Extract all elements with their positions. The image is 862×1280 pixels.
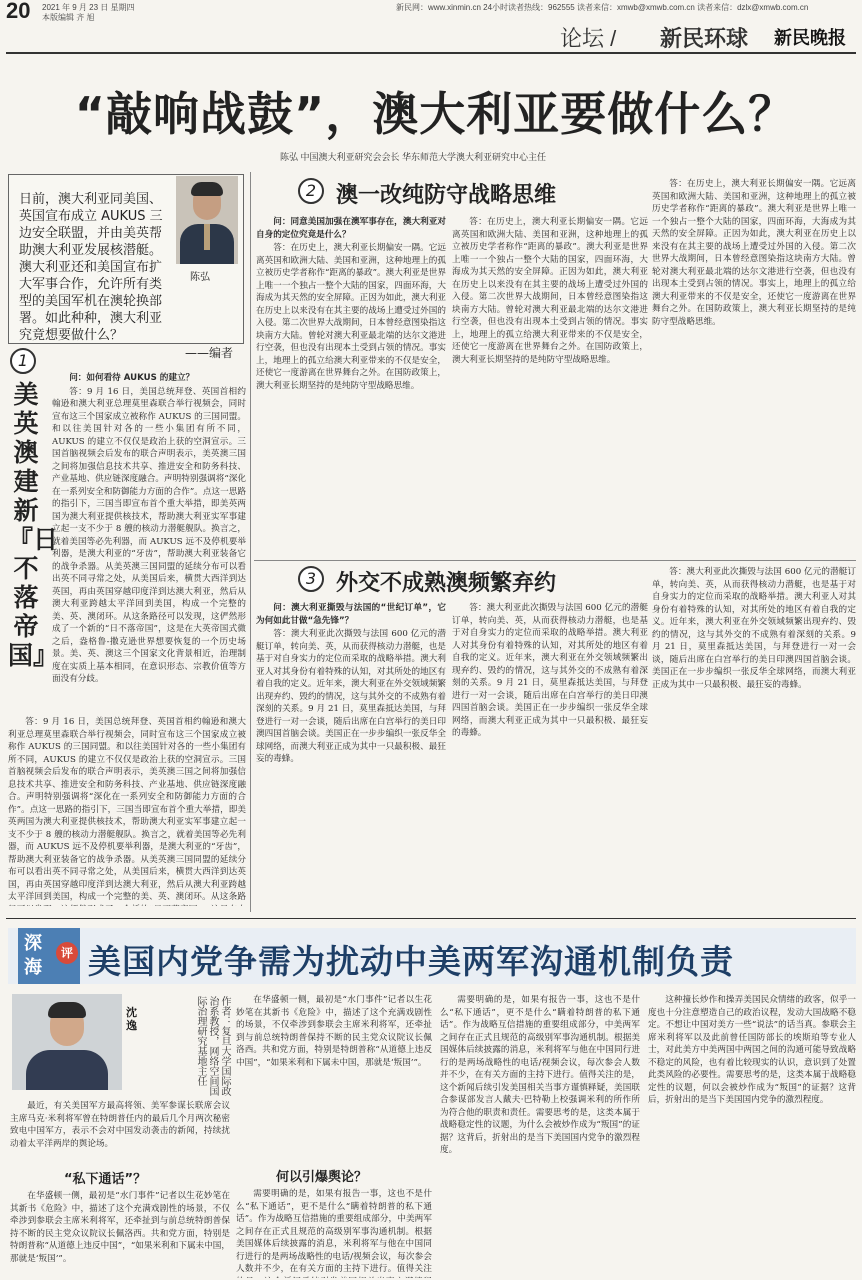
section-band: [560, 20, 856, 50]
section3-col2: [452, 602, 648, 912]
column-logo-badge: 评: [56, 942, 78, 964]
section1-answer-cont: 答：9 月 16 日，美国总统拜登、英国首相约翰逊和澳大利亚总理莫里森联合举行视频会，同时宣布这三个国家成立被称作 AUKUS 的三国同盟。和以往美国针对各的一些小集团有所不同，AUKUS 的建立不仅仅是政治上获的空洞宣示。三国首脑视频会后发布的联合声明表示，美英澳三国之间将加强信息技术共享、推进安全和防务科技、产业基地、供应链深度融合。声明特别强调将“深化在一系列安全和防御能力方面的合作”。点这一思路的指引下，三国当即宣布首个重大举措，即美英两国为澳大利亚提供核技术，帮助澳大利亚实军事建立起一支不少于 8 艘的核动力潜艇舰队。换言之，就着美国等必先利器，而 AUKUS 远不及停机要举利器，是澳大利亚的“牙齿”，帮助澳大利亚装备它的战争杀器。从美英澳三国同盟的延续分布可以看出英不同寻常之处，从美国后来，横贯大西洋到达英国，再由英国穿越印度洋到达澳大利亚，然后从澳大利亚跨越太平洋回到美国，构成一个完整的美、英、澳闭环。从这条路: [8, 717, 246, 902]
column-divider: [250, 172, 251, 912]
section2-question: 问：同意美国加强在澳军事存在，澳大利亚对自身的定位究竟是什么？: [256, 217, 446, 240]
portrait-caption: 陈弘: [190, 272, 210, 283]
byline: 陈弘 中国澳大利亚研究会会长 华东师范大学澳大利亚研究中心主任: [280, 152, 547, 162]
section1-answer: 答：9 月 16 日，美国总统拜登、英国首相约翰逊和澳大利亚总理莫里森联合举行视频会，同时宣布这三个国家成立被称作 AUKUS 的三国同盟。和以往美国针对各的一些小集团有所不同，AUKUS 的建立不仅仅是政治上获的空洞宣示。三国首脑视频会后发布的联合声明表示，美英澳三国之间将加强信息技术共享、推进安全和防务科技、产业基地、供应链深度融合。声明特别强调将“深化在一系列安全和防御能力方面的合作”。点这一思路的指引下，三国当即宣布首个重大举措，即美英两国为澳大利亚提供核技术，帮助澳大利亚实军事建立起一支不少于 8 艘的核动力潜艇舰队。换言之，就着美国等必先利器，而 AUKUS 远不及停机要举利器，是澳大利亚的“牙齿”，帮助澳大利亚装备它的战争杀器。从美英澳三国同盟的延续分布可以看出英不同寻常之处，从美国后来，横贯大西洋到达英国，再由英国穿越印度洋到达澳大利亚，然后从澳大利亚跨越太平洋回到美国，构成一个完整的美、英、澳闭环。从这条路径可以发现，这俨然形成了一个新的“日不落帝国”，这是在大英帝国式微之后，盎格鲁-撒克逊世界想要恢复的一个历史场景。美、英、澳这三个国家文化背景相近，治理制度在实质上基本相同，在意识形态、宗教价值等方面没有分歧。: [52, 386, 246, 684]
section-number-badge: 1: [10, 348, 36, 374]
section-divider: [254, 560, 856, 561]
article2-col4: 这种撞长炒作和操弄美国民众情绪的政客，似乎一度也十分注意塑造自己的政治议程，发动大国战略不稳定。不想让中国对美方一些“说法”的话当真。参联会主席米利将军以及此前曾任国防部长的埃斯珀等专业人士，对此美方中美两国中两国之间的沟通可能导致战略不稳定的风险，也有着比较现实的认识，意识到了处置此类风险的必要性。需要思考的是，这类本属于战略稳定性的议题，何以会被炒作成为“叛国”的证据？这背后，折射出的是当下美国国内党争的激烈程度。: [648, 995, 856, 1105]
article2-col1: 在华盛顿一侧，最初是“水门事件”记者以生花妙笔在其新书《危险》中，描述了这个充满戏剧性的场景，不仅牵涉到参联会主席米利将军，还牵扯到与前总统特朗普保持不断的民主党众议院议长佩洛西。共和党方面，特别是特朗普称“从道德上违反中国”，“如果米利和下属未中国，那就是‘叛国’”。: [10, 1191, 230, 1264]
section-number-badge: 2: [298, 178, 324, 204]
article2-subhead2: 何以引爆舆论？: [276, 1170, 368, 1185]
section3-col1: [256, 602, 446, 912]
section1-vertical-title: 美英澳建新『日不落帝国』: [8, 380, 59, 670]
section2-answer: 答：在历史上，澳大利亚长期偏安一隅。它远离英国和欧洲大陆、美国和亚洲，这种地理上的孤立被历史学者称作“距离的暴政”。澳大利亚是世界上唯一一个独占一整个大陆的国家，四面环海，大海成为其天然的安全屏障。正因为如此，澳大利亚在历史上以来没有在其主要的战场上遭受过外国的入侵。第二次世界大战期间，日本曾经意图染指这块南方大陆。曾轮对澳大利亚最北端的达尔文港进行空袭，但也没有出现本土受到占领的情况。事实上，地理上的孤立给澳大利亚带来的不仅是安全，还使它一度游离在世界舞台之外。在国防政策上，澳大利亚长期坚持的是纯防守型战略思维。: [256, 243, 446, 391]
section-number-badge: 3: [298, 566, 324, 592]
article2-title: 美国内党争需为扰动中美两军沟通机制负责: [88, 942, 734, 981]
section-label-forum: 论坛 /: [560, 26, 617, 51]
section2-title: 澳一改纯防守战略思维: [336, 183, 557, 208]
section2-col3: [652, 178, 856, 556]
header-rule: [6, 52, 856, 54]
article2-author-bio: 作者：复旦大学国际政治系教授，网络空间国际治理研究基地主任: [195, 996, 230, 1096]
masthead: [6, 0, 856, 23]
section2-col2: [452, 216, 648, 556]
section3-answer: 答：澳大利亚此次撕毁与法国 600 亿元的潜艇订单，转向美、英，从而获得核动力潜艇，也是基于对自身实力的定位而采取的战略举措。澳大利亚人对其身份有着特殊的认知，对其所处的地区有着自我的定义。近年来，澳大利亚在外交领域频繁出现弃约、毁约的情况，这与其外交的不成熟有着深刻的关系。9 月 21 日，莫里森抵达美国，与拜登进行一对一会谈，随后出席在白宫举行的美日印澳四国首脑会谈。美国正在一步步编织一张反华全球网络，而澳大利亚正成为其中一只最积极、最狂妄的毒蜂。: [256, 629, 446, 764]
section2-col1: [256, 216, 446, 556]
page-headline: “敲响战鼓”，澳大利亚要做什么？: [74, 87, 796, 141]
article2-col3: 需要明确的是，如果有报告一事，这也不是什么“私下通话”，更不是什么“瞒着特朗普的私下通话”。作为战略互信措施的重要组成部分，中美两军之间存在正式且规范的高级别军事沟通机制。根据美国媒体后续披露的消息，米利将军与他在中国同行进行的是两场战略性的电话/视频会议，每次参会人数并不少，在有关方面的主持下进行。值得关注的是，这个新闻后续引发美国相关当事方谨慎释疑，美国联合参谋部发言人戴夫·巴特勒上校强调米利的所作所为符合他的职责和责任。需要思考的是，这类本属于战略稳定性的议题，为什么会被炒作成为“叛国”的证据？这背后，折射出的是当下美国国内党争的激烈程度。: [440, 995, 640, 1155]
article2-subhead1: “私下通话”？: [64, 1172, 147, 1187]
page-editor: 本版编辑 齐 旭: [42, 13, 95, 22]
section1-continued: [8, 716, 246, 906]
issue-date: 2021 年 9 月 23 日 星期四: [42, 3, 135, 12]
article2-col2: 在华盛顿一侧，最初是“水门事件”记者以生花妙笔在其新书《危险》中，描述了这个充满戏剧性的场景，不仅牵涉到参联会主席米利将军，还牵扯到与前总统特朗普保持不断的民主党众议院议长佩洛西。共和党方面，特别是特朗普称“从道德上违反中国”，“如果米利和下属未中国，那就是‘叛国’”。: [236, 995, 432, 1068]
article2-author-name: 沈逸: [126, 1006, 137, 1032]
section2-answer-cont: 答：在历史上，澳大利亚长期偏安一隅。它远离英国和欧洲大陆、美国和亚洲，这种地理上的孤立被历史学者称作“距离的暴政”。澳大利亚是世界上唯一一个独占一整个大陆的国家，四面环海，大海成为其天然的安全屏障。正因为如此，澳大利亚在历史上以来没有在其主要的战场上遭受过外国的入侵。第二次世界大战期间，日本曾经意图染指这块南方大陆。曾轮对澳大利亚最北端的达尔文港进行空袭，但也没有出现本土受到占领的情况。事实上，地理上的孤立给澳大利亚带来的不仅是安全，还使它一度游离在世界舞台之外。在国防政策上，澳大利亚长期坚持的是纯防守型战略思维。: [452, 217, 648, 365]
article2-lead: 最近，有关美国军方最高将领、美军参谋长联席会议主席马克·米利将军曾在特朗普任内的最后几个月两次秘密致电中国军方，表示不会对中国发动袭击的新闻，持续扰动着太平洋两岸的舆论场。: [10, 1101, 230, 1149]
section3-answer-cont: 答：澳大利亚此次撕毁与法国 600 亿元的潜艇订单，转向美、英，从而获得核动力潜艇，也是基于对自身实力的定位而采取的战略举措。澳大利亚人对其身份有着特殊的认知，对其所处的地区有着自我的定义。近年来，澳大利亚在外交领域频繁出现弃约、毁约的情况，这与其外交的不成熟有着深刻的关系。9 月 21 日，莫里森抵达美国，与拜登进行一对一会谈，随后出席在白宫举行的美日印澳四国首脑会谈。美国正在一步步编织一张反华全球网络，而澳大利亚正成为其中一只最积极、最狂妄的毒蜂。: [452, 603, 648, 738]
author-portrait: [176, 176, 238, 264]
intro-text: 日前，澳大利亚同美国、英国宣布成立 AUKUS 三边安全联盟，并由美英帮助澳大利亚发展核潜艇。澳大利亚还和美国宣布扩大军事合作，允许所有类型的美国军机在澳轮换部署。如此种种，澳大利亚究竟想要做什么？: [19, 192, 163, 343]
contact-info: 新民网：www.xinmin.cn 24小时读者热线：962555 读者来信：xmwb@xmwb.com.cn 读者来信：dzlx@xmwb.com.cn: [396, 3, 809, 12]
paper-name: 新民晚报: [774, 28, 846, 48]
article2-banner: [8, 928, 856, 984]
section3-title: 外交不成熟澳频繁弃约: [336, 571, 557, 596]
section1-question: 问：如何看待 AUKUS 的建立？: [69, 373, 195, 383]
article2-col2b: 需要明确的是，如果有报告一事，这也不是什么“私下通话”，更不是什么“瞒着特朗普的私下通话”。作为战略互信措施的重要组成部分，中美两军之间存在正式且规范的高级别军事沟通机制。根据美国媒体后续披露的消息，米利将军与他在中国同行进行的是两场战略性的电话/视频会议，每次参会人数并不少，在有关方面的主持下进行。值得关注: [236, 1189, 432, 1274]
column-logo: 深 海 评: [18, 928, 80, 984]
section1-body: [52, 372, 246, 712]
page-number: 20: [6, 0, 31, 23]
section-label-global: 新民环球: [660, 26, 749, 51]
section3-question: 问：澳大利亚撕毁与法国的“世纪订单”，它为何如此甘做“急先锋”？: [256, 603, 446, 626]
section3-col3: [652, 566, 856, 912]
section3-answer-cont2: 答：澳大利亚此次撕毁与法国 600 亿元的潜艇订单，转向美、英，从而获得核动力潜艇，也是基于对自身实力的定位而采取的战略举措。澳大利亚人对其身份有着特殊的认知，对其所处的地区有着自我的定义。近年来，澳大利亚在外交领域频繁出现弃约、毁约的情况，这与其外交的不成熟有着深刻的关系。9 月 21 日，莫里森抵达美国，与拜登进行一对一会谈，随后出席在白宫举行的美日印澳四国首脑会谈。美国正在一步步编织一张反华全球网络，而澳大利亚正成为其中一只最积极、最狂妄的毒蜂。: [652, 567, 856, 690]
article2-author-photo: [12, 994, 122, 1090]
section2-answer-cont2: 答：在历史上，澳大利亚长期偏安一隅。它远离英国和欧洲大陆、美国和亚洲，这种地理上的孤立被历史学者称作“距离的暴政”。澳大利亚是世界上唯一一个独占一整个大陆的国家，四面环海，大海成为其天然的安全屏障。正因为如此，澳大利亚在历史上以来没有在其主要的战场上遭受过外国的入侵。第二次世界大战期间，日本曾经意图染指这块南方大陆。曾轮对澳大利亚最北端的达尔文港进行空袭，但也没有出现本土受到占领的情况。事实上，地理上的孤立给澳大利亚带来的不仅是安全，还使它一度游离在世界舞台之外。在国防政策上，澳大利亚长期坚持的是纯防守型战略思维。: [652, 179, 856, 327]
article-divider: [6, 918, 856, 919]
intro-sign: ——编者: [184, 346, 233, 360]
